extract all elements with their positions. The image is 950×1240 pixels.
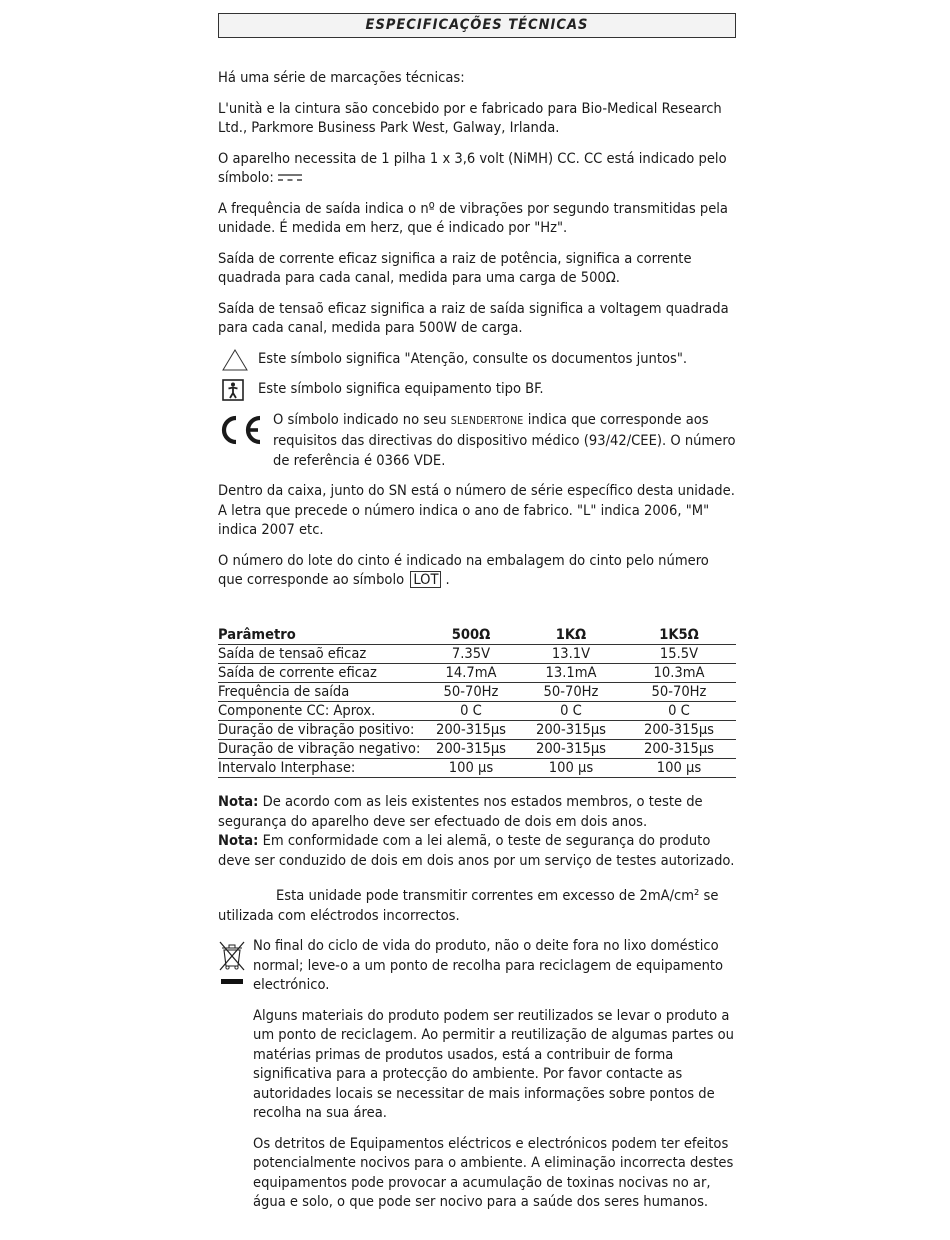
spec-table [218,625,736,779]
nota-1 [218,792,736,831]
table-header-row [218,625,736,645]
table-header: Parâmetro [218,625,422,645]
table-cell: Duração de vibração positivo: [218,721,422,740]
bf-text: Este símbolo significa equipamento tipo BF. [258,380,544,398]
table-cell: Duração de vibração negativo: [218,740,421,758]
nota-label: Nota: [218,793,259,811]
document-page [218,13,736,1212]
warning-triangle-icon [222,349,248,377]
ce-text-after: indica que corresponde aos requisitos das directivas do dispositivo médico (93/42/CEE). O número de referência é 0366 VDE. [273,410,736,469]
dc-symbol-icon [278,168,302,188]
table-cell: 200-315µs [520,721,622,740]
ce-brand-name: SLENDERTONE [450,414,524,427]
table-cell: 14.7mA [422,664,520,683]
table-cell: 100 µs [520,759,622,778]
table-row [218,721,736,740]
table-cell: Componente CC: Aprox. [218,702,422,721]
table-cell: 0 C [622,702,736,721]
lot-text-after: . [445,571,450,589]
ce-symbol-row [218,410,736,471]
manufacturer-text: L'unità e la cintura são concebido por e fabricado para Bio-Medical Research Ltd., Parkmore Business Park West, Galway, Irlanda. [218,99,722,136]
table-cell: 50-70Hz [422,683,520,702]
lot-symbol: LOT [410,571,441,588]
weee-section [218,936,736,995]
table-row [218,740,736,759]
weee-text-3: Os detritos de Equipamentos eléctricos e electrónicos podem ter efeitos potencialmente nocivos para o ambiente. A eliminação incorrecta destes equipamentos pode provocar a acumulação de toxinas nocivas no ar, água e solo, o que pode ser nocivo para a saúde dos seres humanos. [253,1134,734,1211]
voltage-text: Saída de tensaõ eficaz significa a raiz de saída significa a voltagem quadrada para cada canal, medida para 500W de carga. [218,299,729,337]
table-header: 1KΩ [520,625,622,645]
table-cell: 200-315µs [622,721,736,740]
table-header: 1K5Ω [622,625,736,645]
table-cell: 200-315µs [422,740,520,759]
lot-paragraph [218,551,736,590]
weee-text-2: Alguns materiais do produto podem ser reutilizados se levar o produto a um ponto de reciclagem. Ao permitir a reutilização de algumas partes ou matérias primas de produtos usados, está a contribuir de forma significativa para a protecção do ambiente. Por favor contacte as autoridades locais se necessitar de mais informações sobre pontos de recolha na sua área. [253,1006,734,1122]
crossed-bin-icon [218,936,246,994]
attention-symbol-row [218,349,736,369]
nota-1-text: De acordo com as leis existentes nos estados membros, o teste de segurança do aparelho deve ser efectuado de dois em dois anos. [218,793,703,830]
table-cell: Frequência de saída [218,683,422,702]
lot-text: O número do lote do cinto é indicado na embalagem do cinto pelo número que corresponde ao símbolo [218,551,709,589]
table-cell: Saída de tensaõ eficaz [218,645,422,664]
intro-text: Há uma série de marcações técnicas: [218,69,465,86]
table-cell: 50-70Hz [622,683,736,702]
table-cell: 200-315µs [520,740,622,759]
table-cell: 7.35V [422,645,520,664]
bf-symbol-row [218,379,736,399]
table-row [218,683,736,702]
table-header: 500Ω [422,625,520,645]
battery-text: O aparelho necessita de 1 pilha 1 x 3,6 volt (NiMH) CC. CC está indicado pelo símbolo: [218,149,727,186]
table-cell: Intervalo Interphase: [218,759,422,778]
table-row [218,645,736,664]
attention-text: Este símbolo significa "Atenção, consulte os documentos juntos". [258,349,688,367]
nota-label: Nota: [218,832,259,850]
nota-2 [218,831,736,870]
table-cell: 13.1V [520,645,622,664]
nota-2-text: Em conformidade com a lei alemã, o teste de segurança do produto deve ser conduzido de dois em dois anos por um serviço de testes autorizado. [218,832,735,869]
bf-person-icon [222,379,244,407]
frequency-text: A frequência de saída indica o nº de vibrações por segundo transmitidas pela unidade. É medida em herz, que é indicado por "Hz". [218,199,728,237]
table-row [218,702,736,721]
table-cell: 10.3mA [622,664,736,683]
table-cell: 13.1mA [520,664,622,683]
section-title: ESPECIFICAÇÕES TÉCNICAS [218,13,736,38]
table-cell: 200-315µs [422,721,520,740]
table-cell: Saída de corrente eficaz [218,664,422,683]
table-cell: 15.5V [622,645,736,664]
ce-mark-icon [218,414,262,452]
weee-text-1: No final do ciclo de vida do produto, não o deite fora no lixo doméstico normal; leve-o a um ponto de recolha para reciclagem de equipamento electrónico. [253,937,724,994]
current-text: Saída de corrente eficaz significa a raiz de potência, significa a corrente quadrada para cada canal, medida para uma carga de 500Ω. [218,249,692,287]
table-cell: 50-70Hz [520,683,622,702]
table-row [218,759,736,778]
table-cell: 0 C [520,702,622,721]
serial-text: Dentro da caixa, junto do SN está o número de série específico desta unidade. A letra que precede o número indica o ano de fabrico. "L" indica 2006, "M" indica 2007 etc. [218,482,735,539]
table-row [218,664,736,683]
warning-text: Esta unidade pode transmitir correntes em excesso de 2mA/cm² se utilizada com eléctrodos incorrectos. [218,887,719,924]
table-cell: 100 µs [622,759,736,778]
ce-text-before: O símbolo indicado no seu [273,410,447,428]
table-cell: 200-315µs [622,740,736,759]
battery-paragraph [218,149,736,188]
table-cell: 0 C [422,702,520,721]
table-cell: 100 µs [422,759,520,778]
